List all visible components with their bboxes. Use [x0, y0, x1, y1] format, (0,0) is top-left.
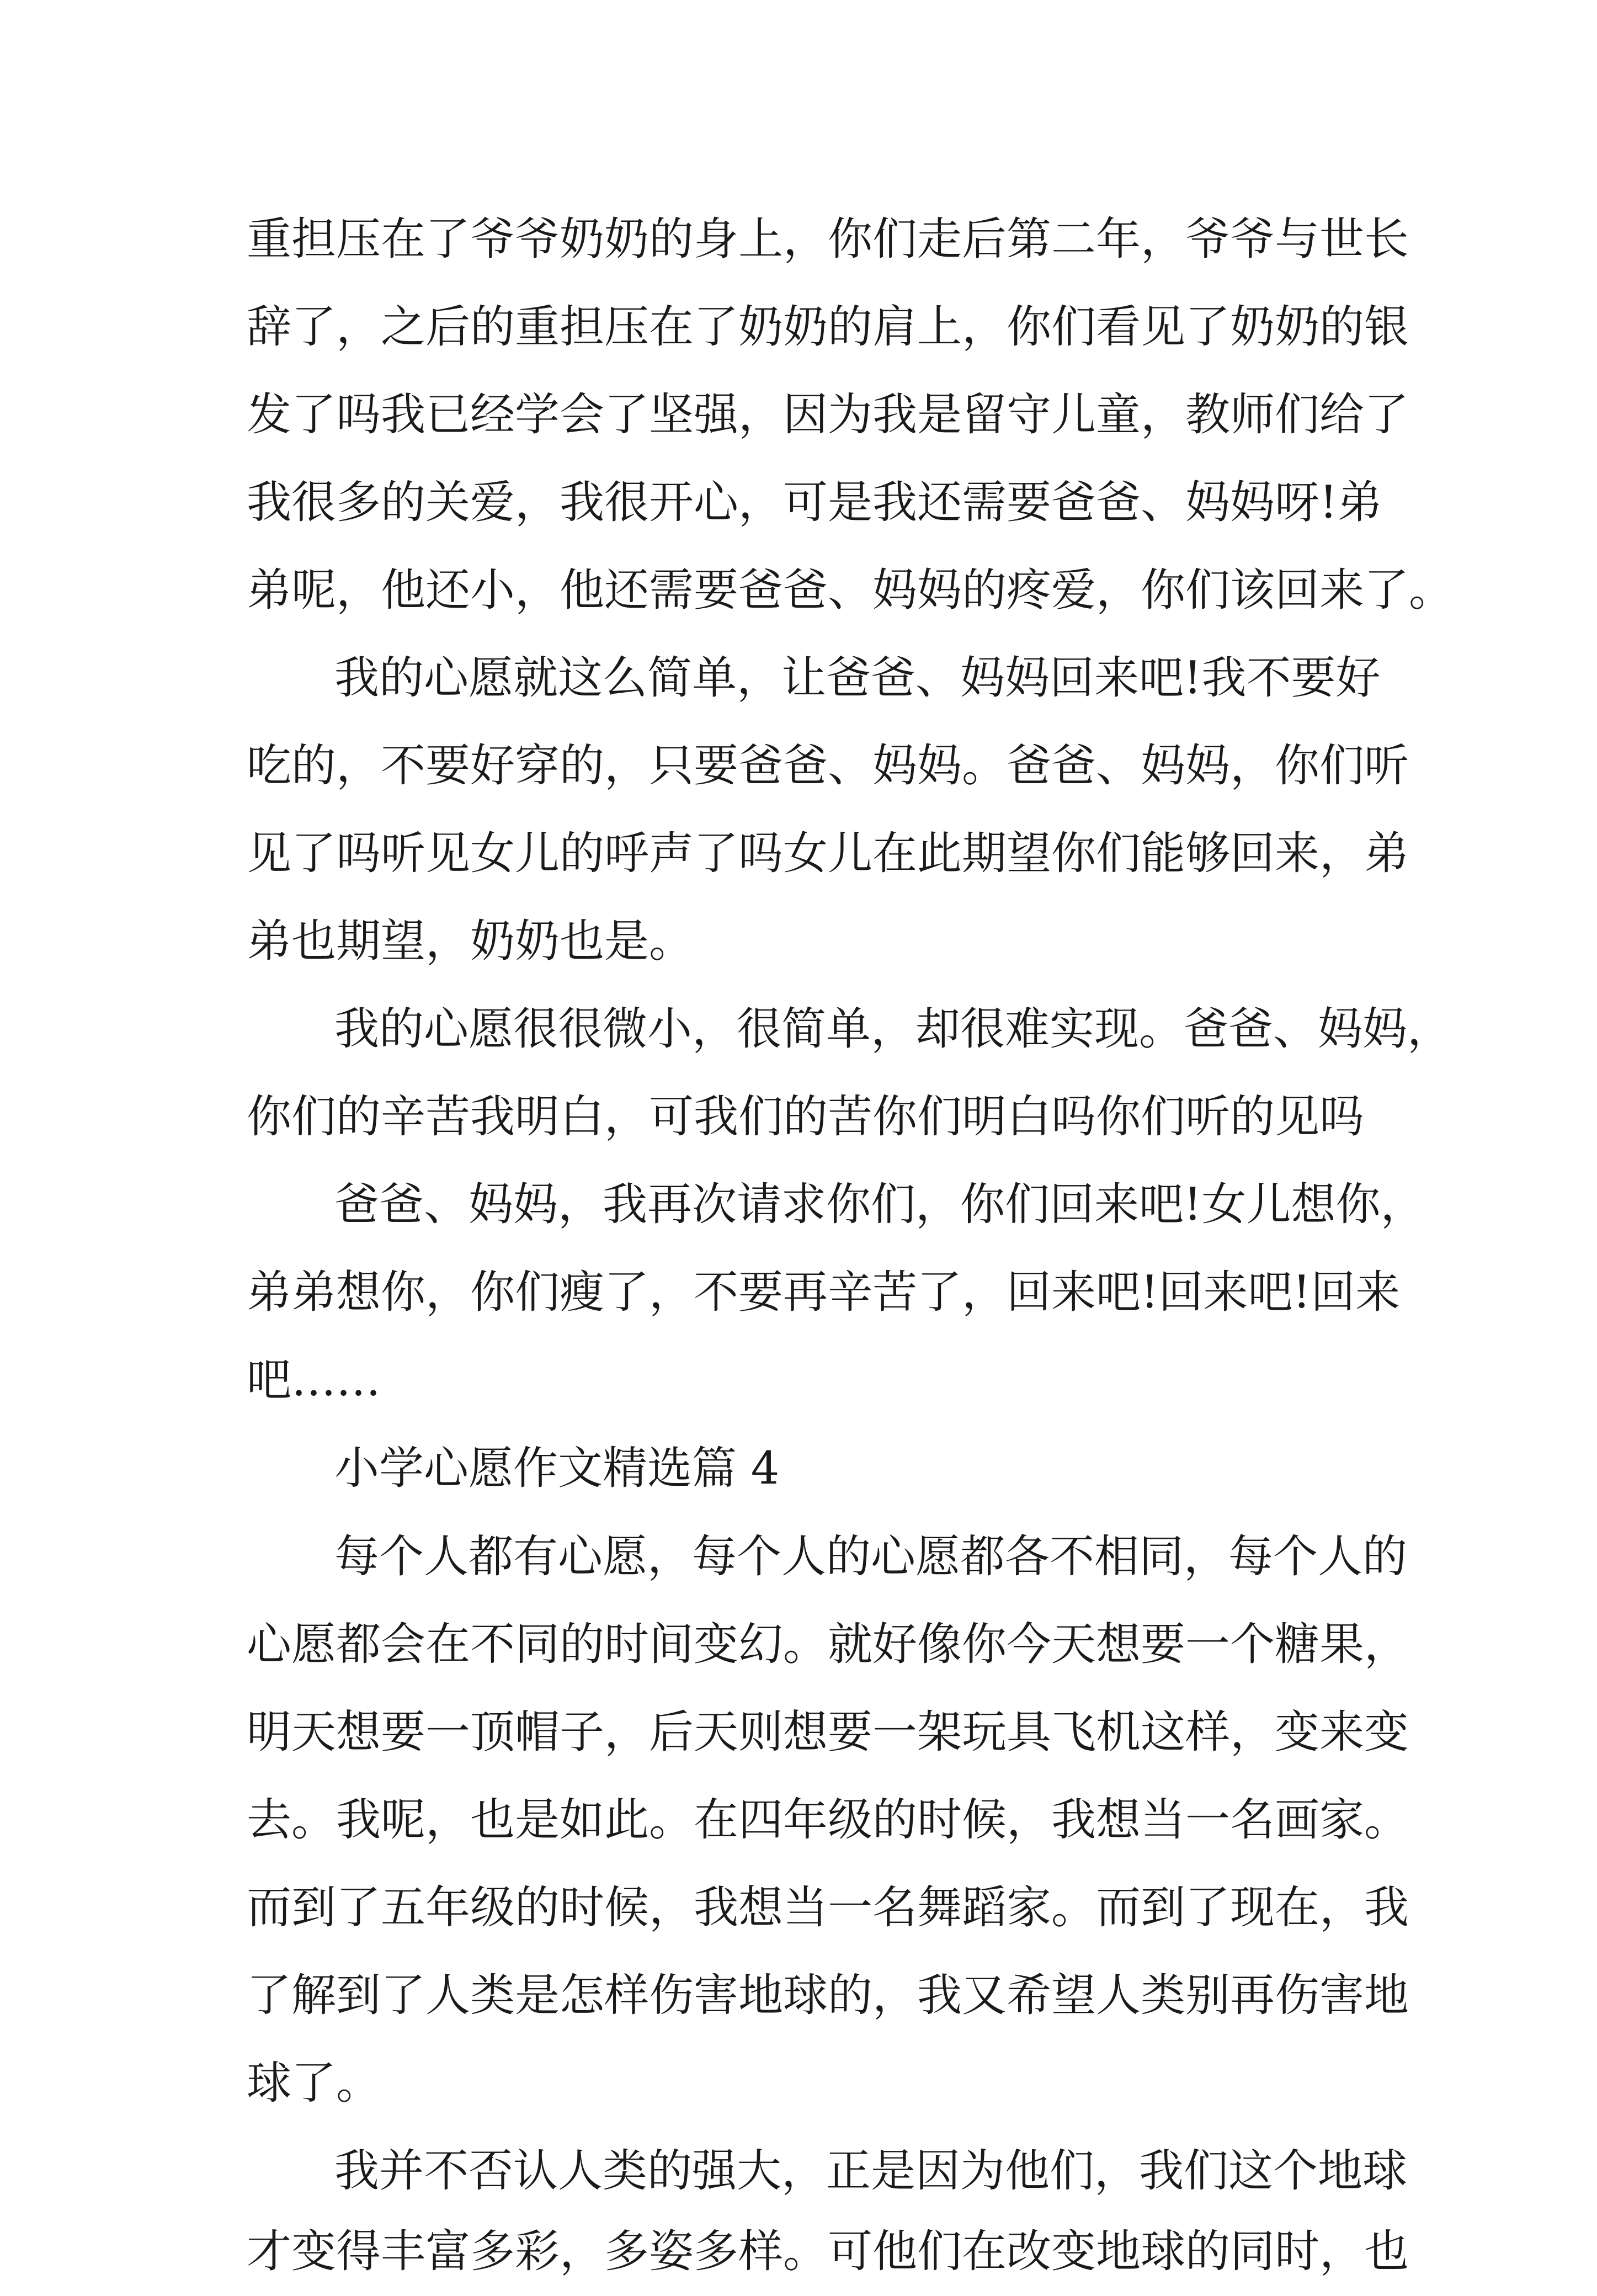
- text-line: 弟弟想你，你们瘦了，不要再辛苦了，回来吧!回来吧!回来: [247, 1267, 1401, 1319]
- text-line: 辞了，之后的重担压在了奶奶的肩上，你们看见了奶奶的银: [247, 301, 1409, 353]
- paragraph-first-line: 每个人都有心愿，每个人的心愿都各不相同，每个人的: [334, 1531, 1408, 1583]
- text-line: 发了吗我已经学会了坚强，因为我是留守儿童，教师们给了: [247, 389, 1409, 441]
- text-line: 去。我呢，也是如此。在四年级的时候，我想当一名画家。: [247, 1794, 1409, 1846]
- text-line: 明天想要一顶帽子，后天则想要一架玩具飞机这样，变来变: [247, 1707, 1409, 1758]
- text-line: 才变得丰富多彩，多姿多样。可他们在改变地球的同时，也: [247, 2226, 1409, 2278]
- text-line: 吧……: [247, 1354, 381, 1406]
- text-line: 见了吗听见女儿的呼声了吗女儿在此期望你们能够回来，弟: [247, 828, 1409, 880]
- text-line: 我很多的关爱，我很开心，可是我还需要爸爸、妈妈呀!弟: [247, 477, 1382, 529]
- text-line: 吃的，不要好穿的，只要爸爸、妈妈。爸爸、妈妈，你们听: [247, 740, 1409, 792]
- text-line: 弟呢，他还小，他还需要爸爸、妈妈的疼爱，你们该回来了。: [247, 565, 1454, 616]
- text-line: 重担压在了爷爷奶奶的身上，你们走后第二年，爷爷与世长: [247, 214, 1409, 265]
- section-heading: 小学心愿作文精选篇 4: [334, 1443, 780, 1495]
- text-line: 球了。: [247, 2058, 381, 2109]
- text-line: 了解到了人类是怎样伤害地球的，我又希望人类别再伤害地: [247, 1970, 1409, 2022]
- paragraph-first-line: 我并不否认人类的强大，正是因为他们，我们这个地球: [334, 2145, 1408, 2197]
- text-line: 你们的辛苦我明白，可我们的苦你们明白吗你们听的见吗: [247, 1091, 1365, 1143]
- paragraph-first-line: 我的心愿很很微小，很简单，却很难实现。爸爸、妈妈，: [334, 1003, 1452, 1055]
- text-line: 弟也期望，奶奶也是。: [247, 916, 694, 968]
- paragraph-first-line: 我的心愿就这么简单，让爸爸、妈妈回来吧!我不要好: [334, 652, 1381, 704]
- paragraph-first-line: 爸爸、妈妈，我再次请求你们，你们回来吧!女儿想你，: [334, 1179, 1425, 1231]
- text-line: 而到了五年级的时候，我想当一名舞蹈家。而到了现在，我: [247, 1882, 1409, 1934]
- text-line: 心愿都会在不同的时间变幻。就好像你今天想要一个糖果，: [247, 1619, 1409, 1671]
